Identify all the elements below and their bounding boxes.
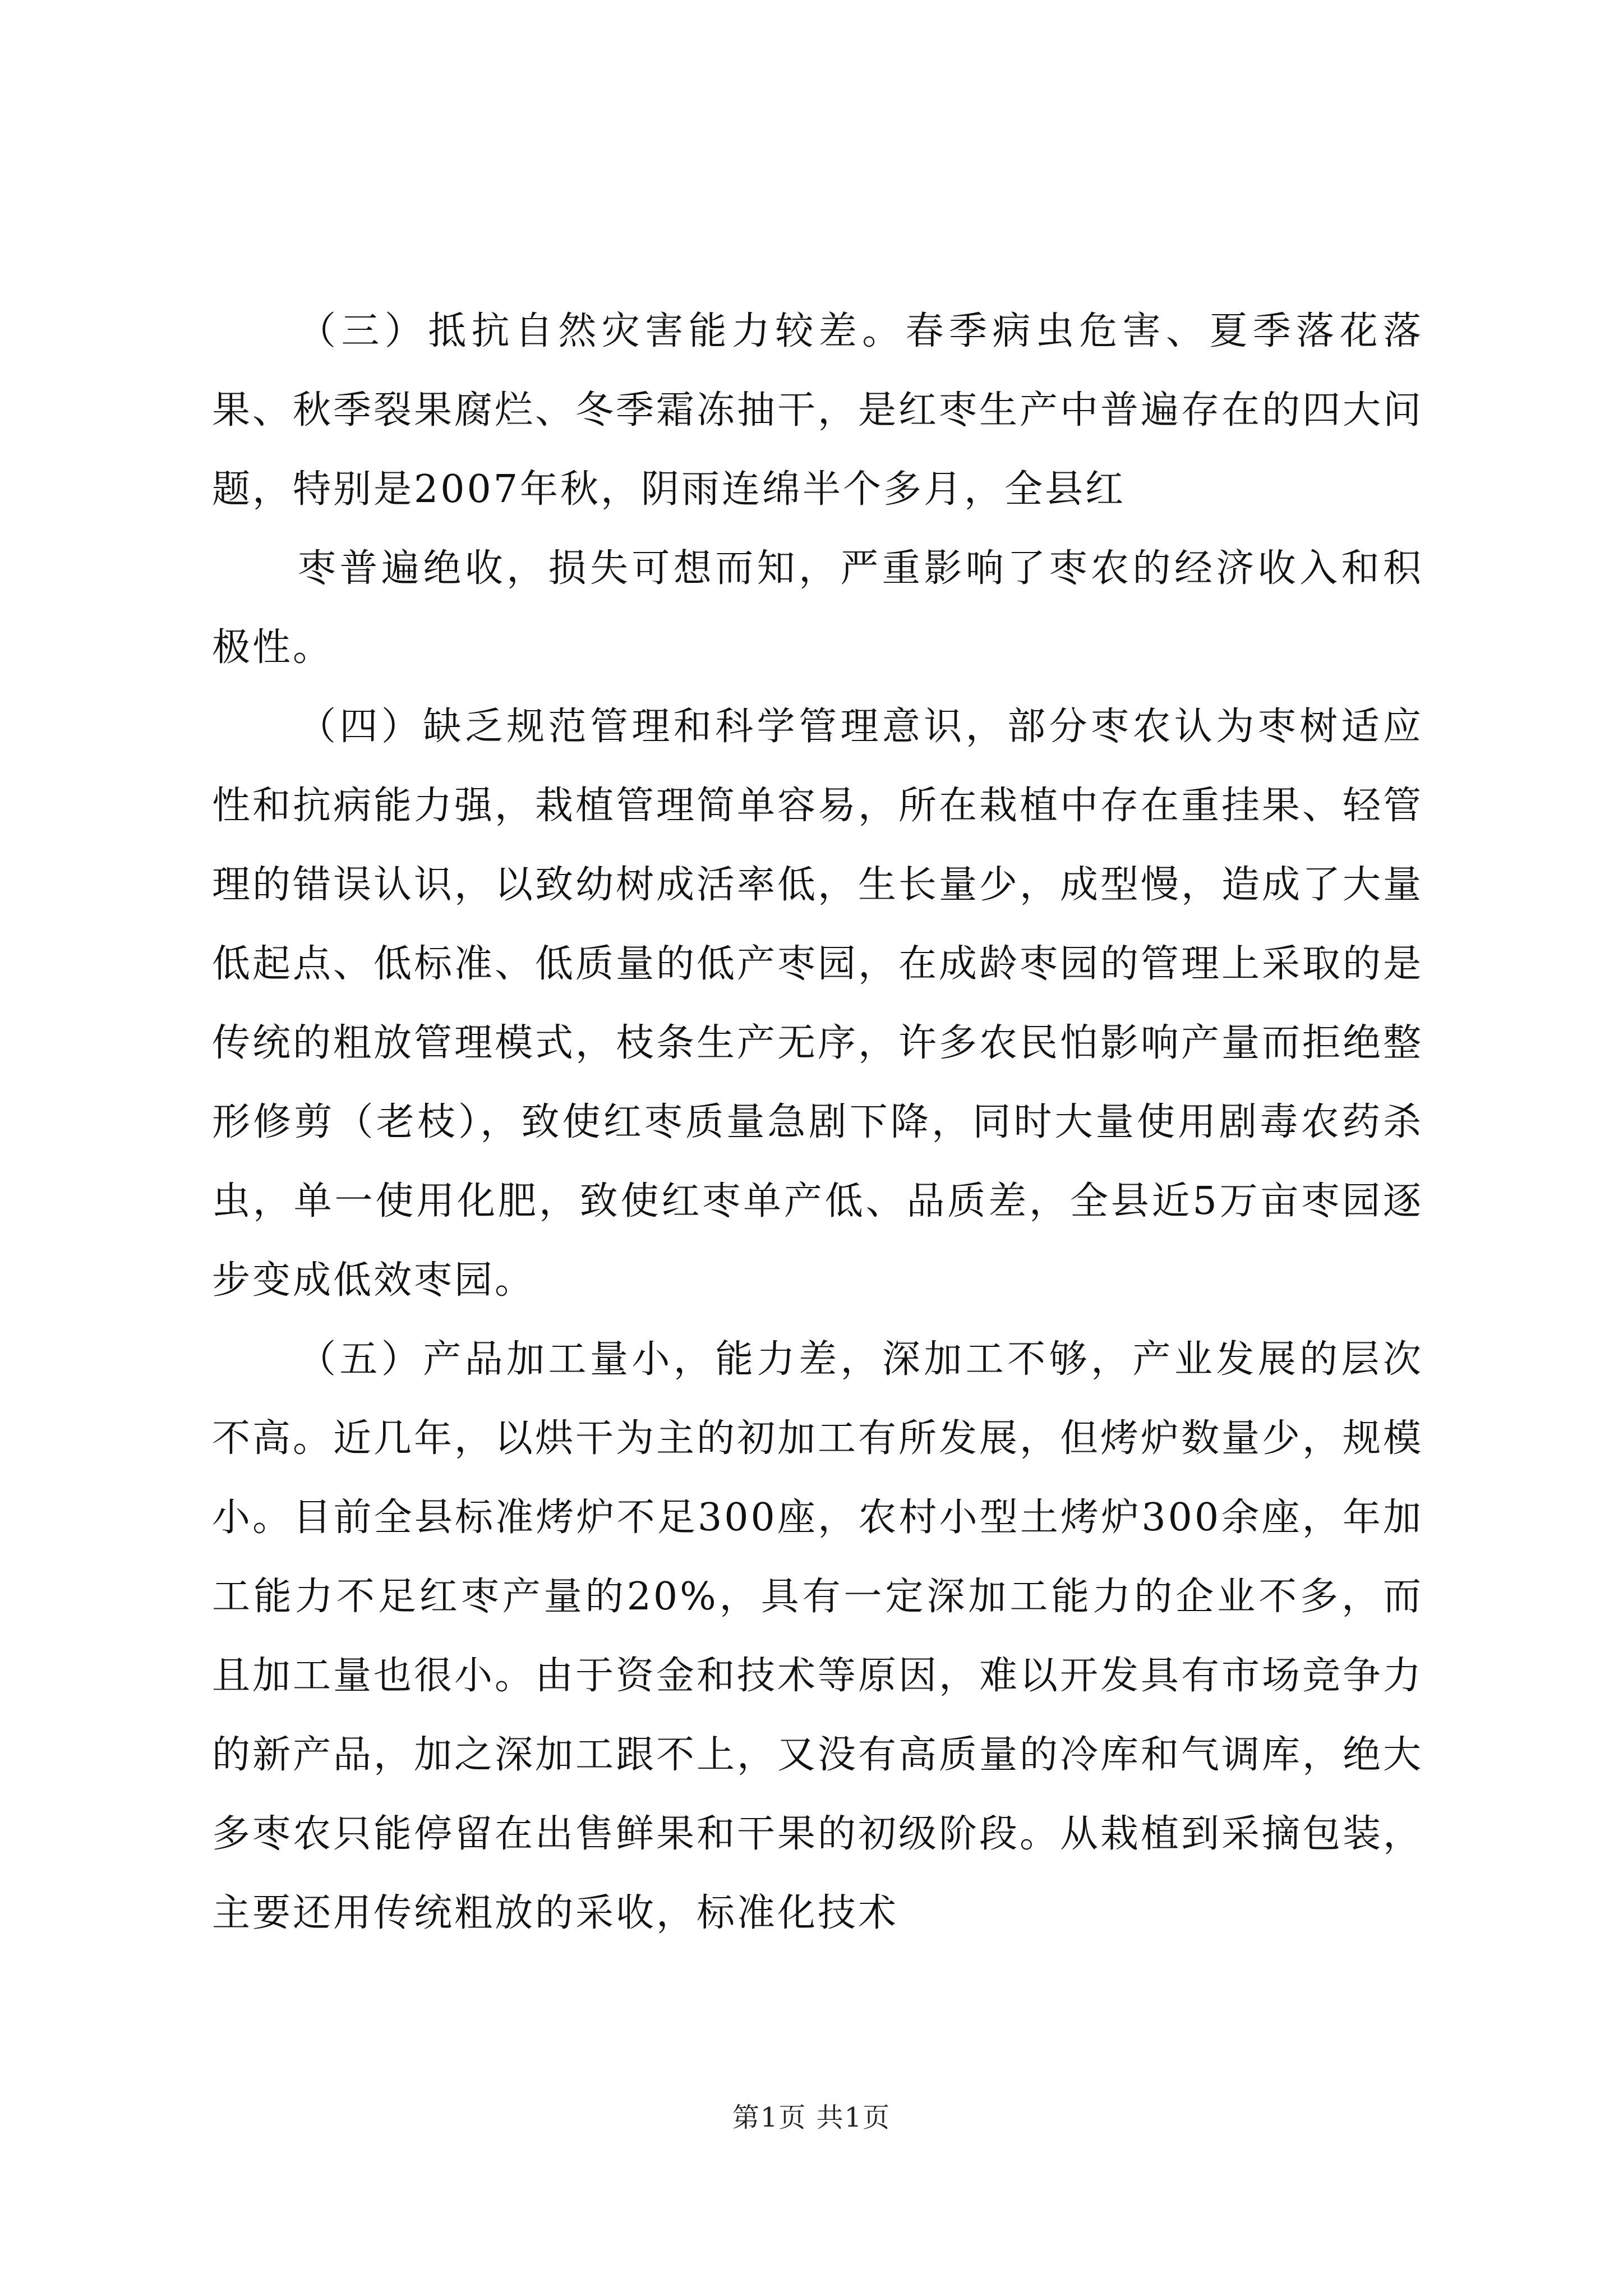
paragraph-management: （四）缺乏规范管理和科学管理意识，部分枣农认为枣树适应性和抗病能力强，栽植管理简单容易，所在栽植中存在重挂果、轻管理的错误认识，以致幼树成活率低，生长量少，成型慢，造成了大量低起点、低标准、低质量的低产枣园，在成龄枣园的管理上采取的是传统的粗放管理模式，枝条生产无序，许多农民怕影响产量而拒绝整形修剪（老枝），致使红枣质量急剧下降，同时大量使用剧毒农药杀虫，单一使用化肥，致使红枣单产低、品质差，全县近5万亩枣园逐步变成低效枣园。 — [212, 705, 1424, 1303]
paragraph-natural-disasters: （三）抵抗自然灾害能力较差。春季病虫危害、夏季落花落果、秋季裂果腐烂、冬季霜冻抽干，是红枣生产中普遍存在的四大问题，特别是2007年秋，阴雨连绵半个多月，全县红 — [212, 309, 1424, 512]
paragraph-natural-disasters-continued: 枣普遍绝收，损失可想而知，严重影响了枣农的经济收入和积极性。 — [212, 546, 1423, 670]
paragraph-processing: （五）产品加工量小，能力差，深加工不够，产业发展的层次不高。近几年，以烘干为主的初加工有所发展，但烤炉数量少，规模小。目前全县标准烤炉不足300座，农村小型土烤炉300余座，年加工能力不足红枣产量的20%，具有一定深加工能力的企业不多，而且加工量也很小。由于资金和技术等原因，难以开发具有市场竞争力的新产品，加之深加工跟不上，又没有高质量的冷库和气调库，绝大多枣农只能停留在出售鲜果和干果的初级阶段。从栽植到采摘包装，主要还用传统粗放的采收，标准化技术 — [212, 1337, 1424, 1935]
document-body — [212, 292, 1423, 1953]
page-number-footer: 第1页 共1页 — [732, 2102, 891, 2133]
